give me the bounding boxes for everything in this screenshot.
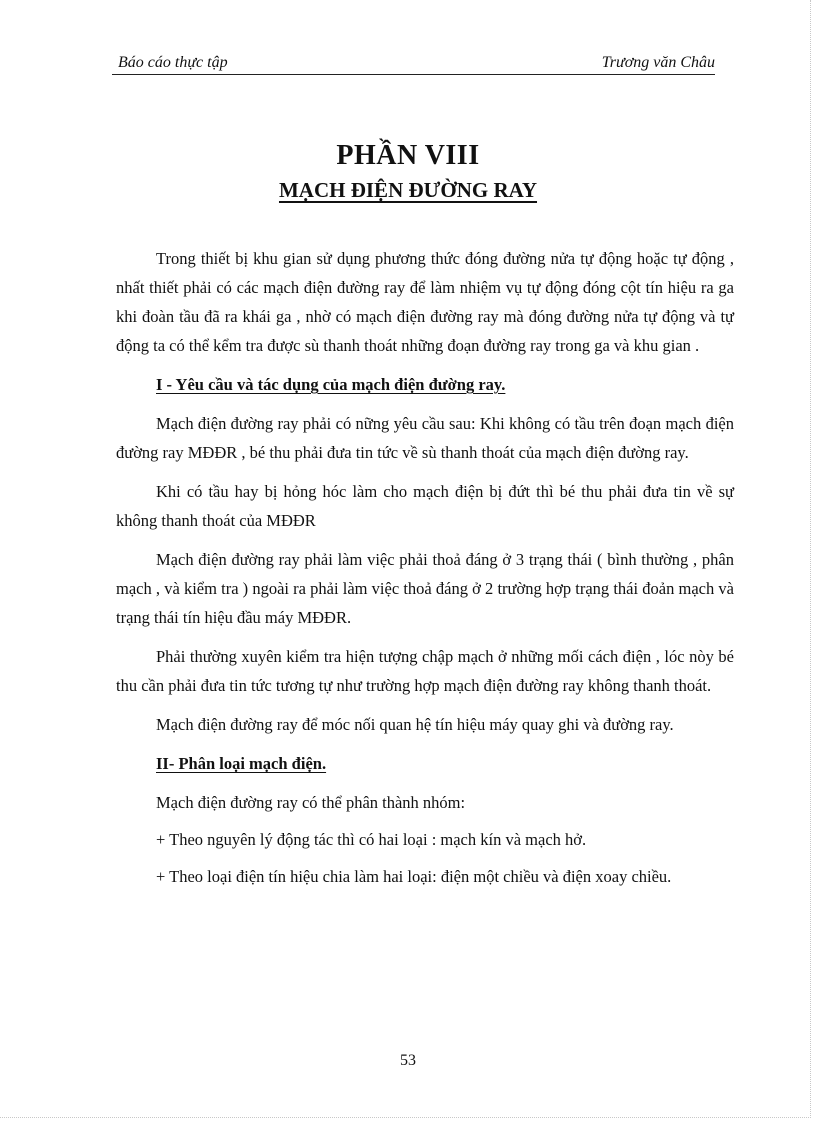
section-1-paragraph-5: Mạch điện đường ray để móc nối quan hệ tín hiệu máy quay ghi và đường ray. [156,715,674,734]
page-number: 53 [400,1052,416,1069]
section-2-paragraph-3: + Theo loại điện tín hiệu chia làm hai loại: điện một chiều và điện xoay chiều. [156,867,672,886]
chapter-title: MẠCH ĐIỆN ĐƯỜNG RAY [278,178,538,202]
document-body [116,244,734,901]
intro-paragraph: Trong thiết bị khu gian sử dụng phương thức đóng đường nửa tự động hoặc tự động , nhất thiết phải có các mạch điện đường ray để làm nhiệm vụ tự động đóng cột tín hiệu ra ga khi đoàn tầu đã ra khái ga , nhờ có mạch điện đường ray mà đóng đường nửa tự động và tự động ta có thể kểm tra được sù thanh thoát những đoạn đường ray trong ga và khu gian . [116,249,734,355]
section-1-paragraph-2: Khi có tầu hay bị hỏng hóc làm cho mạch điện bị đứt thì bé thu phải đưa tin về sự không thanh thoát của MĐĐR [116,482,734,530]
chapter-title-wrap [0,178,816,203]
section-1-paragraph-1: Mạch điện đường ray phải có nững yêu cầu sau: Khi không có tầu trên đoạn mạch điện đường ray MĐĐR , bé thu phải đưa tin tức về sù thanh thoát của mạch điện đường ray. [116,414,734,462]
header-report-title: Báo cáo thực tập [118,54,228,71]
section-2-paragraph-1: Mạch điện đường ray có thể phân thành nhóm: [156,793,466,812]
section-1-paragraph-3: Mạch điện đường ray phải làm việc phải thoả đáng ở 3 trạng thái ( bình thường , phân mạch , và kiểm tra ) ngoài ra phải làm việc thoả đáng ở 2 trường hợp trạng thái đoản mạch và trạng thái tín hiệu đầu máy MĐĐR. [116,550,734,627]
page-header [112,52,715,75]
section-1-heading: I - Yêu cầu và tác dụng của mạch điện đường ray. [156,375,506,394]
section-1-paragraph-4: Phải thường xuyên kiểm tra hiện tượng chập mạch ở những mối cách điện , lóc nòy bé thu cần phải đưa tin tức tương tự như trường hợp mạch điện đường ray không thanh thoát. [116,647,734,695]
header-author: Trương văn Châu [601,54,715,71]
section-2-paragraph-2: + Theo nguyên lý động tác thì có hai loại : mạch kín và mạch hở. [156,830,587,849]
part-title: PHẦN VIII [336,140,480,171]
section-2-heading: II- Phân loại mạch điện. [156,754,327,773]
